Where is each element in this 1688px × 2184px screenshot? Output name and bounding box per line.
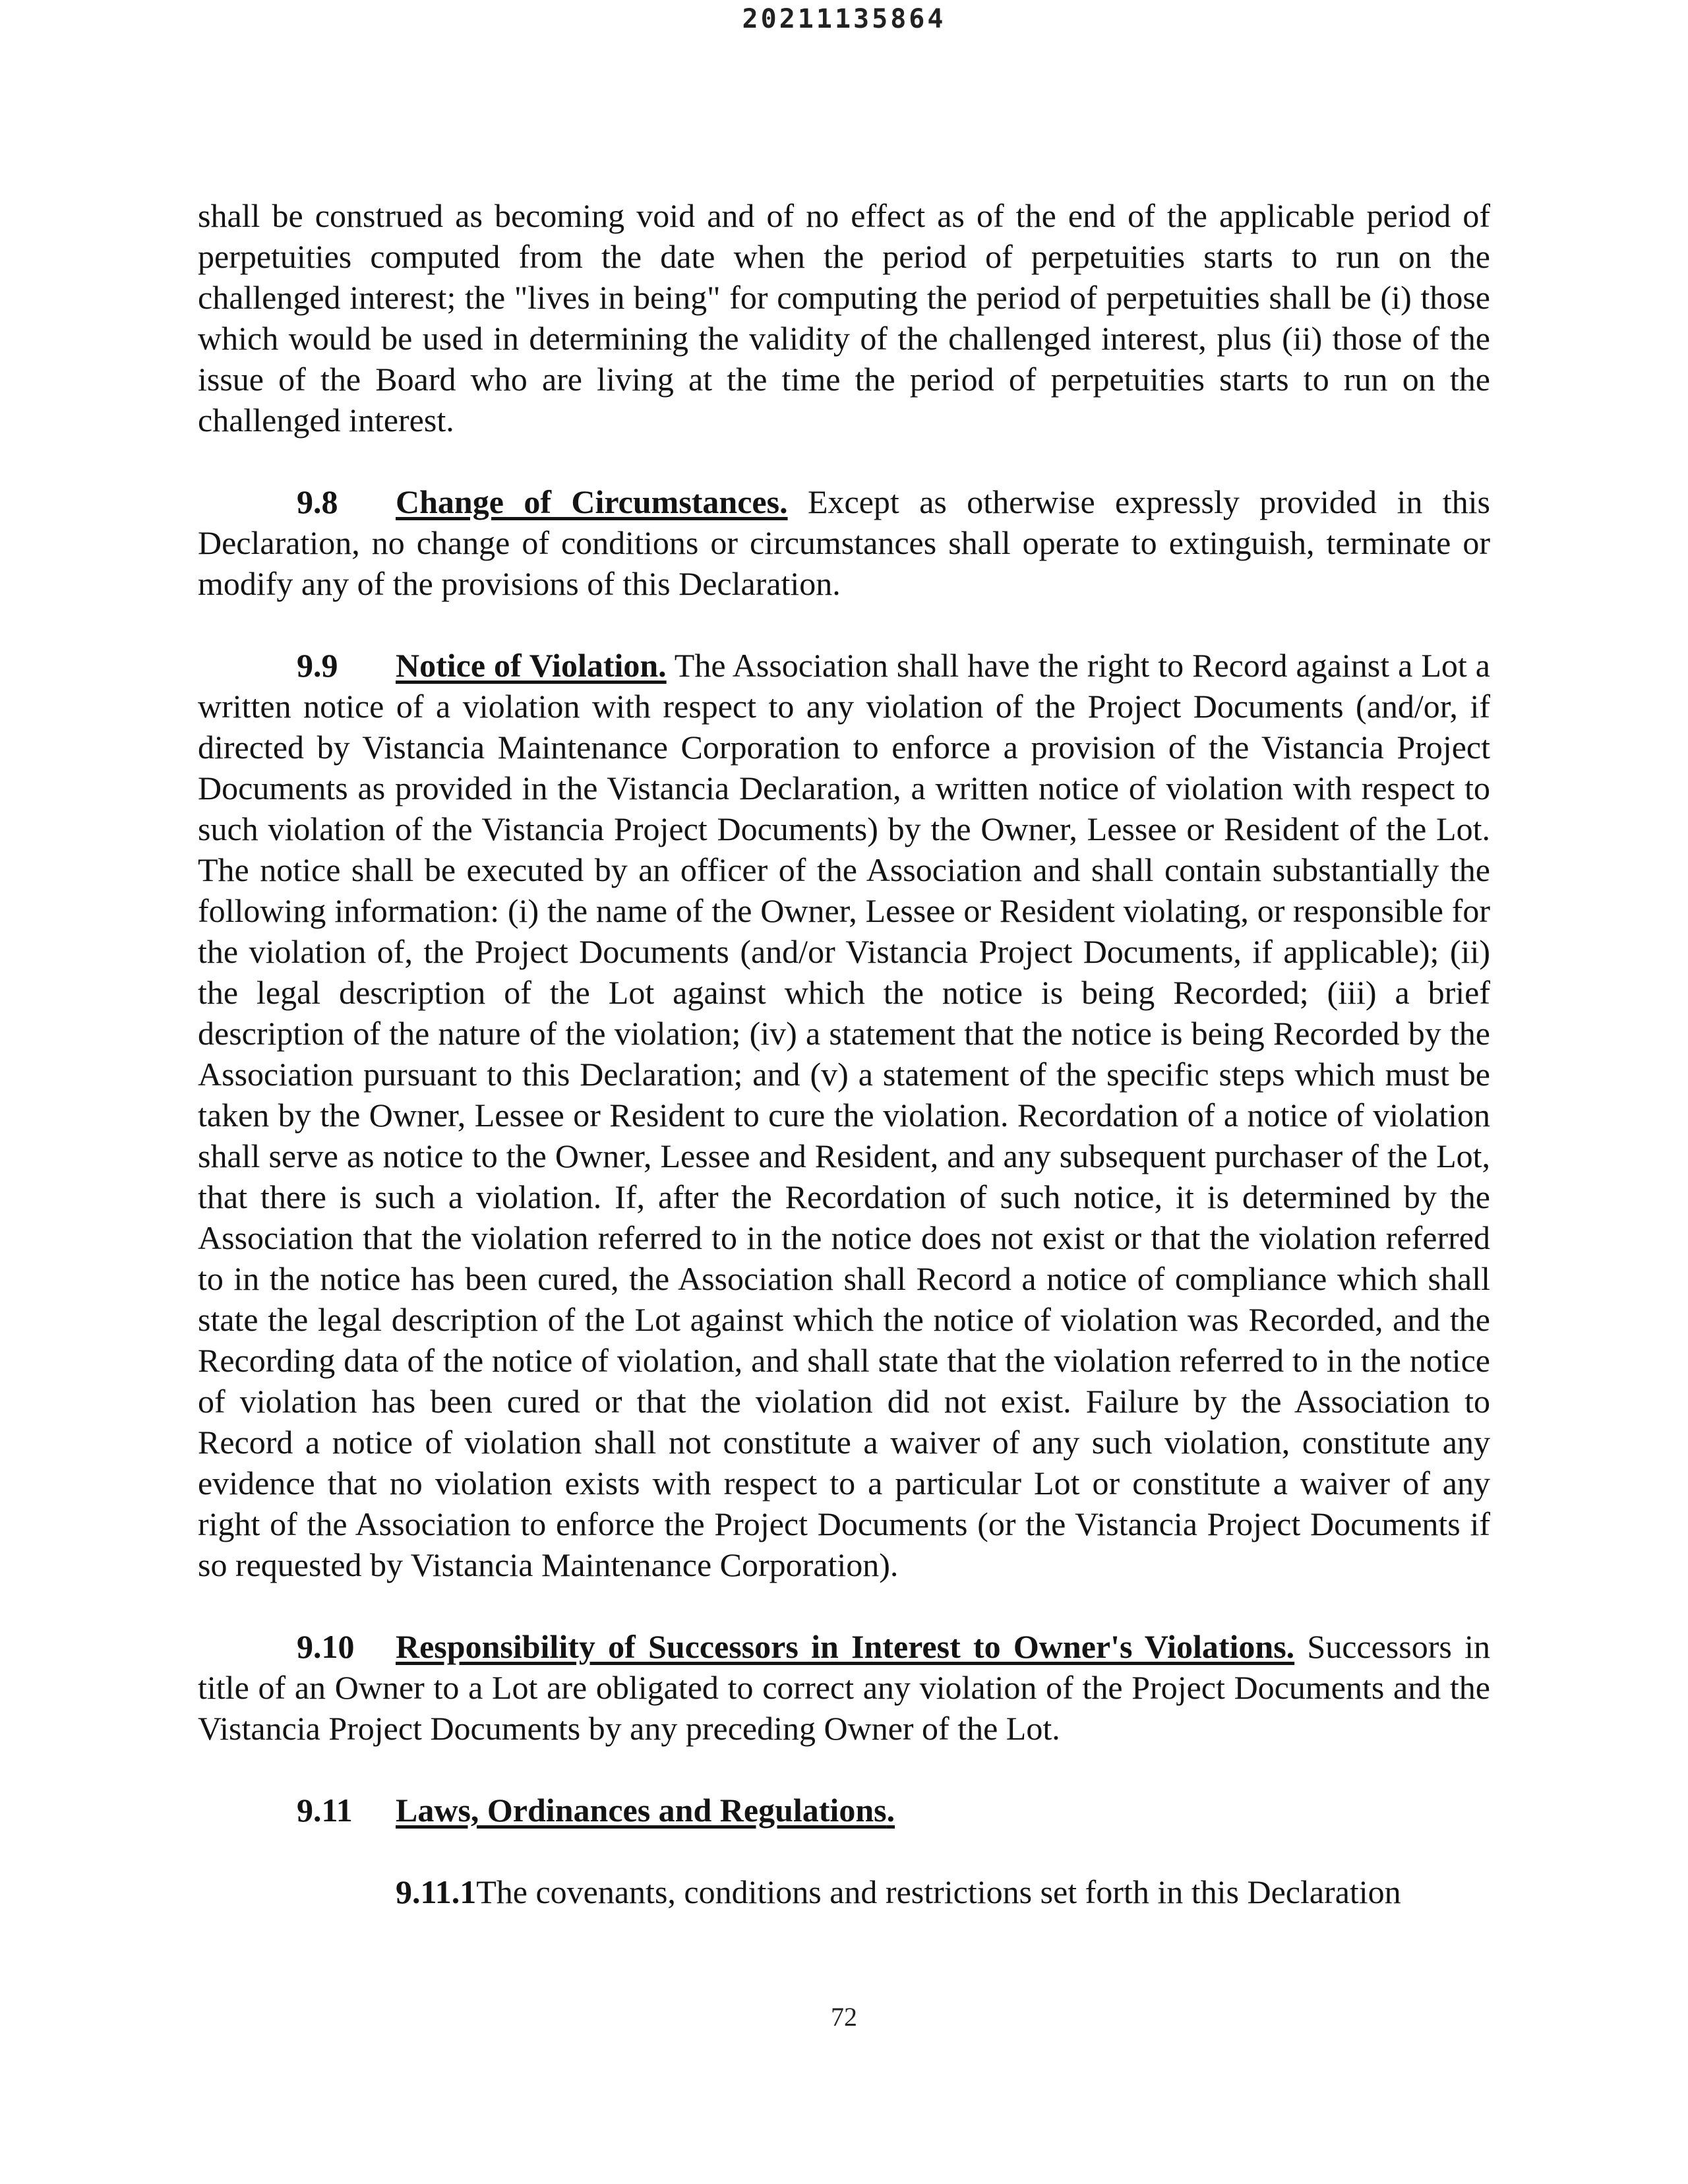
section-number: 9.9	[297, 647, 338, 684]
section-number: 9.11	[297, 1792, 353, 1829]
section-9-9	[198, 645, 1490, 1585]
section-9-8	[198, 481, 1490, 604]
document-body	[198, 195, 1490, 1912]
section-text: Except as otherwise expressly provided in this Declaration, no change of conditions or circumstances shall operate to extinguish, terminate or modify any of the provisions of this Declaration.	[198, 483, 1490, 602]
section-9-11-heading	[297, 1790, 1490, 1831]
section-title: Notice of Violation.	[396, 647, 667, 684]
section-title: Laws, Ordinances and Regulations	[396, 1792, 887, 1829]
section-text: The Association shall have the right to Record against a Lot a written notice of a violation with respect to any violation of the Project Documents (and/or, if directed by Vistancia Maintenance Corporation to enforce a provision of the Vistancia Project Documents as provided in the Vistancia Declaration, a written notice of violation with respect to such violation of the Vistancia Project Documents) by the Owner, Lessee or Resident of the Lot. The notice shall be executed by an officer of the Association and shall contain substantially the following information: (i) the name of the Owner, Lessee or Resident violating, or responsible for the violation of, the Project Documents (and/or Vistancia Project Documents, if applicable); (ii) the legal description of the Lot against which the notice is being Recorded; (iii) a brief description of the nature of the violation; (iv) a statement that the notice is being Recorded by the Association pursuant to this Declaration; and (v) a statement of the specific steps which must be taken by the Owner, Lessee or Resident to cure the violation. Recordation of a notice of violation shall serve as notice to the Owner, Lessee and Resident, and any subsequent purchaser of the Lot, that there is such a violation. If, after the Recordation of such notice, it is determined by the Association that the violation referred to in the notice does not exist or that the violation referred to in the notice has been cured, the Association shall Record a notice of compliance which shall state the legal description of the Lot against which the notice of violation was Recorded, and the Recording data of the notice of violation, and shall state that the violation referred to in the notice of violation has been cured or that the violation did not exist. Failure by the Association to Record a notice of violation shall not constitute a waiver of any such violation, constitute any evidence that no violation exists with respect to a particular Lot or constitute a waiver of any right of the Association to enforce the Project Documents (or the Vistancia Project Documents if so requested by Vistancia Maintenance Corporation).	[198, 647, 1490, 1583]
subsection-number: 9.11.1	[396, 1873, 477, 1910]
page-number: 72	[831, 2002, 857, 2032]
section-title: Responsibility of Successors in Interest to Owner's Violations.	[396, 1628, 1295, 1665]
section-title: Change of Circumstances.	[396, 483, 788, 520]
section-text: Successors in title of an Owner to a Lot are obligated to correct any violation of the Project Documents and the Vistancia Project Documents by any preceding Owner of the Lot.	[198, 1628, 1490, 1747]
section-9-10	[198, 1626, 1490, 1749]
section-number: 9.8	[297, 483, 338, 520]
subsection-text: The covenants, conditions and restrictions set forth in this Declaration	[476, 1873, 1401, 1910]
recording-number: 20211135864	[742, 4, 946, 34]
section-title-period: .	[886, 1792, 895, 1829]
section-9-11-1	[198, 1871, 1490, 1912]
section-number: 9.10	[297, 1628, 355, 1665]
paragraph-continuation: shall be construed as becoming void and of no effect as of the end of the applicable period of perpetuities computed from the date when the period of perpetuities starts to run on the challenged interest; the "lives in being" for computing the period of perpetuities shall be (i) those which would be used in determining the validity of the challenged interest, plus (ii) those of the issue of the Board who are living at the time the period of perpetuities starts to run on the challenged interest.	[198, 197, 1490, 439]
